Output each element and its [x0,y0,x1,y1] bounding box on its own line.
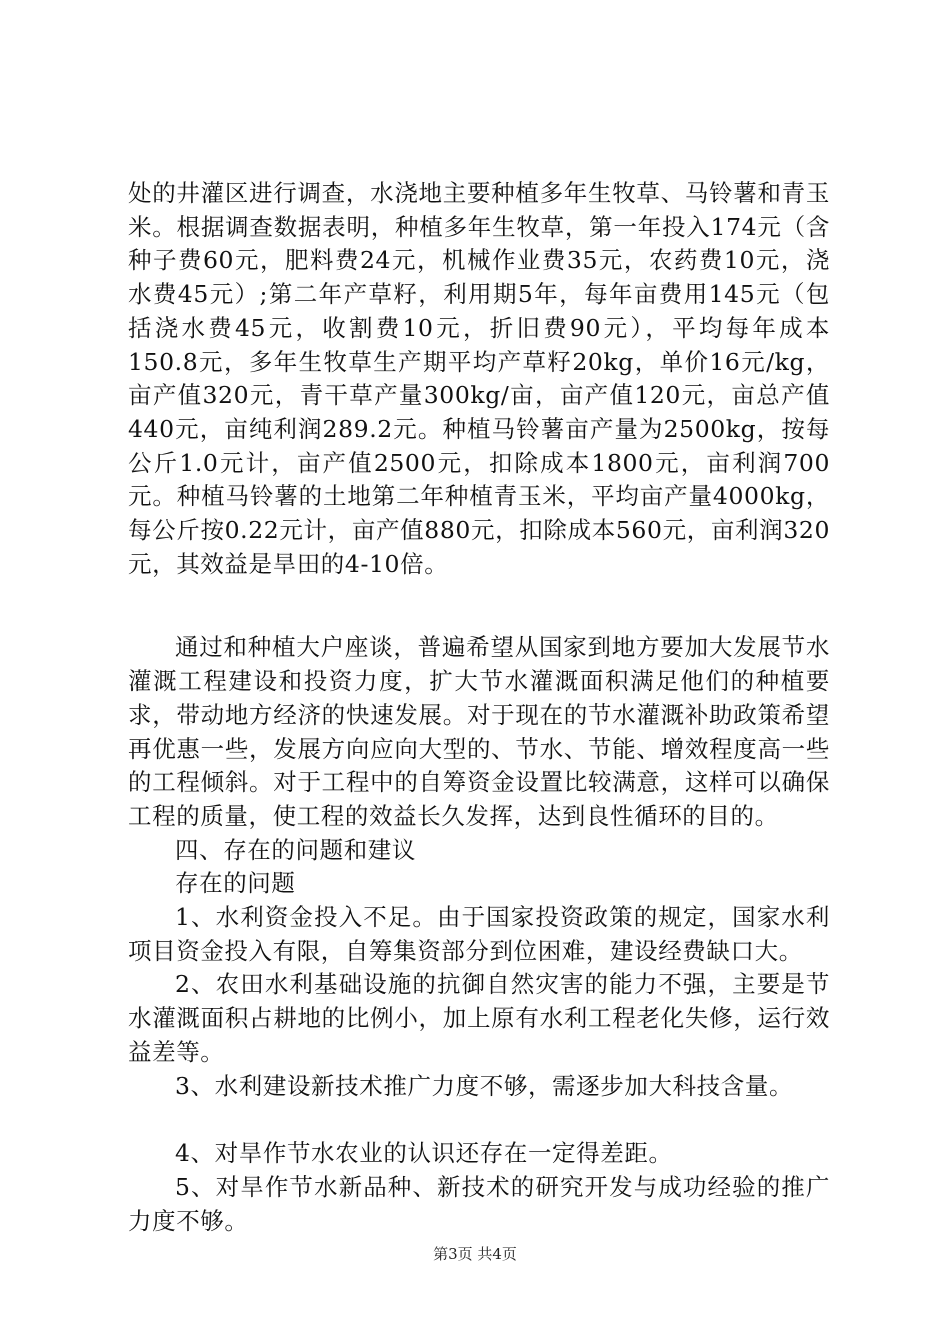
problem-item-5: 5、对旱作节水新品种、新技术的研究开发与成功经验的推广力度不够。 [128,1172,830,1235]
paragraph-spacer [128,581,830,631]
page-footer: 第3页 共4页 [433,1245,517,1263]
problem-item-2: 2、农田水利基础设施的抗御自然灾害的能力不强，主要是节水灌溉面积占耕地的比例小，加上原有水利工程老化失修，运行效益差等。 [128,970,830,1066]
paragraph-farmer-feedback: 通过和种植大户座谈，普遍希望从国家到地方要加大发展节水灌溉工程建设和投资力度，扩大节水灌溉面积满足他们的种植要求，带动地方经济的快速发展。对于现在的节水灌溉补助政策希望再优惠一些，发展方向应向大型的、节水、节能、增效程度高一些的工程倾斜。对于工程中的自筹资金设置比较满意，这样可以确保工程的质量，使工程的效益长久发挥，达到良性循环的目的。 [128,633,830,830]
paragraph-survey-results: 处的井灌区进行调查，水浇地主要种植多年生牧草、马铃薯和青玉米。根据调查数据表明，种植多年生牧草，第一年投入174元（含种子费60元，肥料费24元，机械作业费35元，农药费10元，浇水费45元）;第二年产草籽，利用期5年，每年亩费用145元（包括浇水费45元，收割费10元，折旧费90元），平均每年成本150.8元，多年生牧草生产期平均产草籽20kg，单价16元/kg，亩产值320元，青干草产量300kg/亩，亩产值120元，亩总产值440元，亩纯利润289.2元。种植马铃薯亩产量为2500kg，按每公斤1.0元计，亩产值2500元，扣除成本1800元，亩利润700元。种植马铃薯的土地第二年种植青玉米，平均亩产量4000kg，每公斤按0.22元计，亩产值880元，扣除成本560元，亩利润320元，其效益是旱田的4-10倍。 [128,179,830,578]
paragraph-spacer [128,1103,830,1137]
subsection-heading: 存在的问题 [175,869,296,898]
section-heading: 四、存在的问题和建议 [175,835,416,864]
problem-item-4: 4、对旱作节水农业的认识还存在一定得差距。 [175,1139,673,1168]
problem-item-1: 1、水利资金投入不足。由于国家投资政策的规定，国家水利项目资金投入有限，自筹集资部分到位困难，建设经费缺口大。 [128,903,830,965]
document-body [128,177,830,1238]
problem-item-3: 3、水利建设新技术推广力度不够，需逐步加大科技含量。 [175,1071,794,1100]
